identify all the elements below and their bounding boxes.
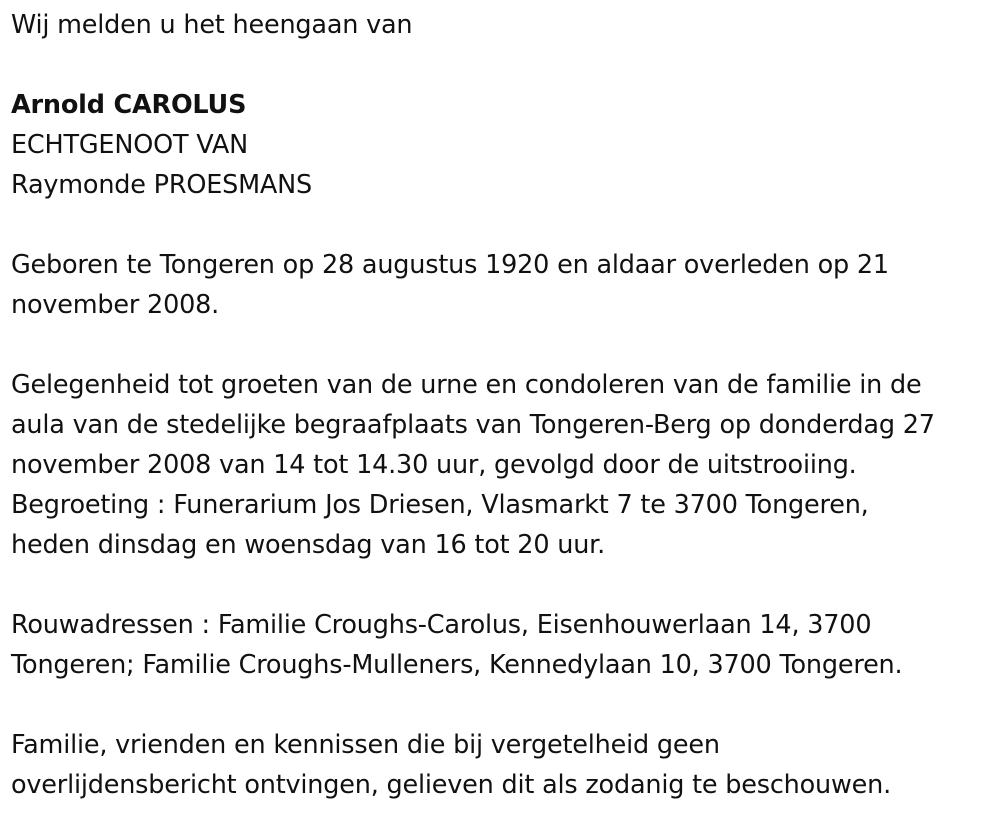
address-line: Rouwadressen : Familie Croughs-Carolus, Eisenhouwerlaan 14, 3700 (11, 610, 872, 640)
deceased-name: Arnold CAROLUS (11, 90, 247, 120)
closing-line: overlijdensbericht ontvingen, gelieven dit als zodanig te beschouwen. (11, 770, 892, 800)
spacer (11, 685, 991, 725)
intro-text: Wij melden u het heengaan van (11, 10, 413, 40)
ceremony-line: heden dinsdag en woensdag van 16 tot 20 uur. (11, 530, 606, 560)
relation-text: ECHTGENOOT VAN (11, 130, 248, 160)
spacer (11, 205, 991, 245)
closing-line: Familie, vrienden en kennissen die bij vergetelheid geen (11, 730, 720, 760)
ceremony-line: Begroeting : Funerarium Jos Driesen, Vlasmarkt 7 te 3700 Tongeren, (11, 490, 869, 520)
ceremony-line: Gelegenheid tot groeten van de urne en condoleren van de familie in de (11, 370, 922, 400)
birth-death-line: Geboren te Tongeren op 28 augustus 1920 en aldaar overleden op 21 (11, 250, 889, 280)
spacer (11, 325, 991, 365)
spouse-name: Raymonde PROESMANS (11, 170, 313, 200)
death-notice (11, 0, 991, 805)
spacer (11, 565, 991, 605)
spacer (11, 45, 991, 85)
ceremony-line: november 2008 van 14 tot 14.30 uur, gevolgd door de uitstrooiing. (11, 450, 857, 480)
birth-death-line: november 2008. (11, 290, 220, 320)
address-line: Tongeren; Familie Croughs-Mulleners, Kennedylaan 10, 3700 Tongeren. (11, 650, 903, 680)
ceremony-line: aula van de stedelijke begraafplaats van Tongeren-Berg op donderdag 27 (11, 410, 935, 440)
